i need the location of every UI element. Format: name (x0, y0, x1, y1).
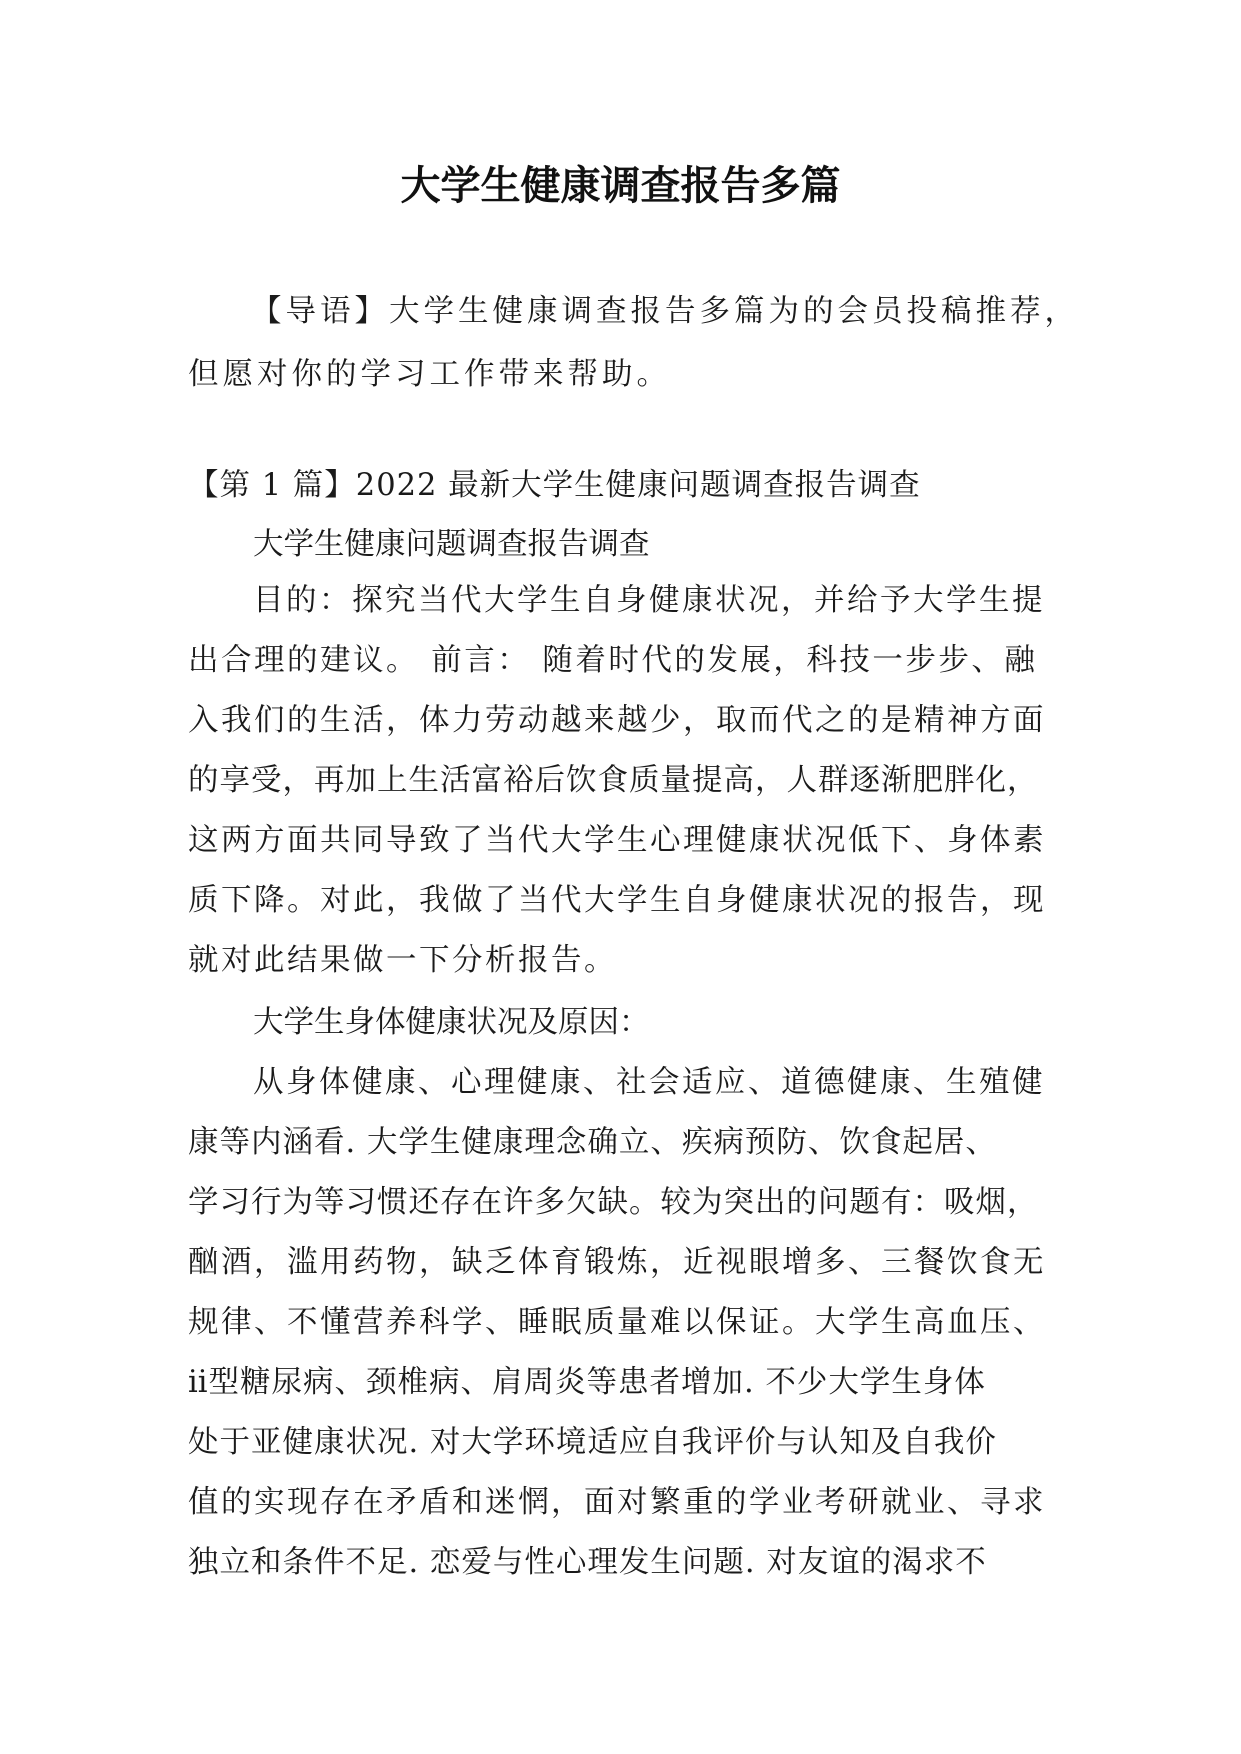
body-line-6: ⅱ型糖尿病、颈椎病、肩周炎等患者增加. 不少大学生身体 (188, 1365, 986, 1400)
purpose-line-5: 这两方面共同导致了当代大学生心理健康状况低下、身体素 (188, 823, 1046, 858)
body-line-5: 规律、不懂营养科学、睡眠质量难以保证。大学生高血压、 (188, 1305, 1046, 1340)
intro-line-1: 【导语】大学生健康调查报告多篇为的会员投稿推荐， (251, 294, 1079, 329)
purpose-line-4: 的享受，再加上生活富裕后饮食质量提高，人群逐渐肥胖化， (188, 763, 1039, 798)
purpose-line-7: 就对此结果做一下分析报告。 (188, 943, 617, 978)
purpose-line-1: 目的：探究当代大学生自身健康状况，并给予大学生提 (253, 583, 1045, 618)
purpose-line-2: 出合理的建议。 前言： 随着时代的发展，科技一步步、融 (188, 643, 1038, 678)
body-line-4: 酗酒，滥用药物，缺乏体育锻炼，近视眼增多、三餐饮食无 (188, 1245, 1046, 1280)
body-line-7: 处于亚健康状况. 对大学环境适应自我评价与认知及自我价 (188, 1425, 997, 1460)
purpose-line-3: 入我们的生活，体力劳动越来越少，取而代之的是精神方面 (188, 703, 1046, 738)
purpose-line-6: 质下降。对此，我做了当代大学生自身健康状况的报告，现 (188, 883, 1046, 918)
body-line-2: 康等内涵看. 大学生健康理念确立、疾病预防、饮食起居、 (188, 1125, 997, 1160)
section-heading: 【第 1 篇】2022 最新大学生健康问题调查报告调查 (188, 468, 921, 503)
body-line-3: 学习行为等习惯还存在许多欠缺。较为突出的问题有：吸烟， (188, 1185, 1039, 1220)
status-heading: 大学生身体健康状况及原因： (253, 1005, 650, 1040)
body-line-8: 值的实现存在矛盾和迷惘，面对繁重的学业考研就业、寻求 (188, 1485, 1046, 1520)
intro-line-2: 但愿对你的学习工作带来帮助。 (188, 357, 671, 392)
document-title: 大学生健康调查报告多篇 (400, 163, 841, 209)
body-line-1: 从身体健康、心理健康、社会适应、道德健康、生殖健 (253, 1065, 1045, 1100)
section-subtitle: 大学生健康问题调查报告调查 (253, 527, 650, 562)
body-line-9: 独立和条件不足. 恋爱与性心理发生问题. 对友谊的渴求不 (188, 1545, 987, 1580)
